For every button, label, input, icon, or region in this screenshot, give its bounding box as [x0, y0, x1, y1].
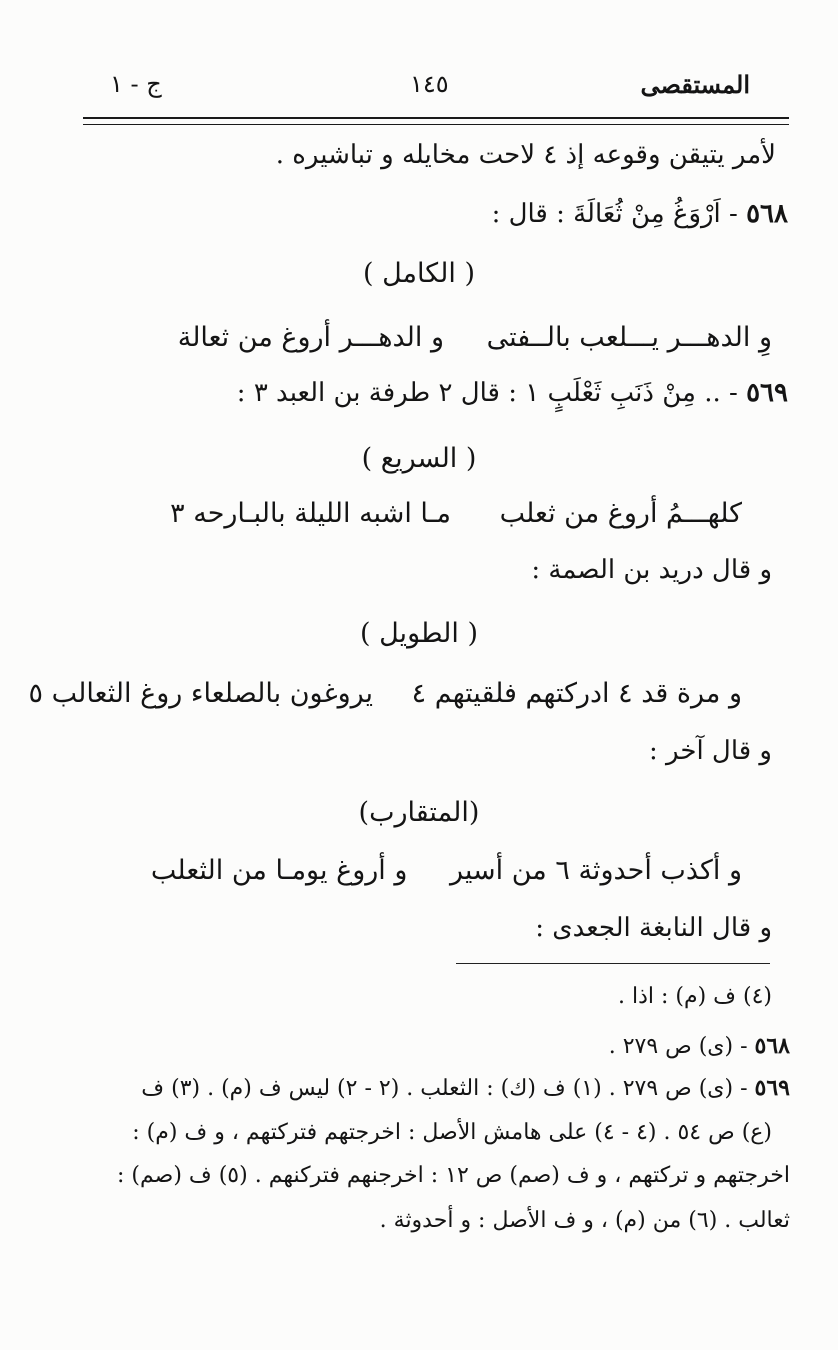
page-number: ١٤٥ [410, 70, 449, 98]
entry-568 [492, 199, 788, 229]
running-header [110, 70, 750, 110]
footnote-separator [456, 963, 770, 964]
footnote-569 [141, 1075, 790, 1101]
book-title: المستقصى [640, 70, 750, 99]
footnote-569-line-2: (ع) ص ٥٤ . (٤ - ٤) على هامش الأصل : اخرجتهم فتركتهم ، و ف (م) : [132, 1120, 772, 1145]
verse-first-hemistich: و أكذب أحدوثة ٦ من أسير [450, 855, 742, 886]
verse-3 [29, 678, 742, 709]
verse-first-hemistich: كلهـــمُ أروغ من ثعلب [499, 498, 742, 529]
footnote-text: - (ى) ص ٢٧٩ . (١) ف (ك) : الثعلب . (٢ - ٢) ليس ف (م) . (٣) ف [141, 1076, 748, 1101]
entry-569 [237, 378, 788, 408]
footnote-4: (٤) ف (م) : اذا . [618, 984, 772, 1009]
verse-1 [178, 322, 772, 353]
entry-text: - .. مِنْ ذَنَبِ ثَعْلَبٍ ١ : قال ٢ طرفة بن العبد ٣ : [236, 378, 738, 408]
meter-label: ( الكامل ) [362, 258, 475, 289]
footnote-568 [609, 1033, 790, 1059]
body-line-top: لأمر يتيقن وقوعه إذ ٤ لاحت مخايله و تباشيره . [275, 140, 776, 170]
footnote-entry-number: ٥٦٩ [754, 1075, 790, 1101]
footnote-569-line-3: اخرجتهم و تركتهم ، و ف (صم) ص ١٢ : اخرجنهم فتركنهم . (٥) ف (صم) : [117, 1163, 790, 1188]
verse-second-hemistich: يروغون بالصلعاء روغ الثعالب ٥ [28, 678, 374, 709]
meter-label: ( السريع ) [361, 443, 477, 474]
entry-number: ٥٦٩ [746, 378, 788, 408]
poet-line: و قال آخر : [649, 736, 772, 766]
verse-first-hemistich: وِ الدهـــر يـــلعب بالــفتى [486, 322, 772, 353]
verse-second-hemistich: و الدهـــر أروغ من ثعالة [177, 322, 445, 353]
header-rule-thin [83, 124, 789, 125]
entry-text: - اَرْوَغُ مِنْ ثُعَالَةَ : قال : [491, 199, 738, 229]
verse-second-hemistich: مـا اشبه الليلة بالبـارحه ٣ [170, 498, 452, 529]
meter-label: ( الطويل ) [359, 618, 479, 649]
verse-4 [151, 855, 742, 886]
volume-label: ج - ١ [110, 70, 162, 98]
footnote-569-line-4: ثعالب . (٦) من (م) ، و ف الأصل : و أحدوثة . [379, 1208, 790, 1233]
poet-line: و قال دريد بن الصمة : [531, 555, 772, 585]
meter-label: (المتقارب) [358, 797, 480, 828]
footnote-entry-number: ٥٦٨ [754, 1033, 790, 1059]
footnote-text: - (ى) ص ٢٧٩ . [608, 1034, 748, 1059]
verse-2 [170, 498, 742, 529]
verse-second-hemistich: و أروغ يومـا من الثعلب [150, 855, 408, 886]
entry-number: ٥٦٨ [746, 199, 788, 229]
poet-line: و قال النابغة الجعدى : [535, 913, 772, 943]
header-rule-thick [83, 117, 789, 119]
verse-first-hemistich: و مرة قد ٤ ادركتهم فلقيتهم ٤ [411, 678, 742, 709]
